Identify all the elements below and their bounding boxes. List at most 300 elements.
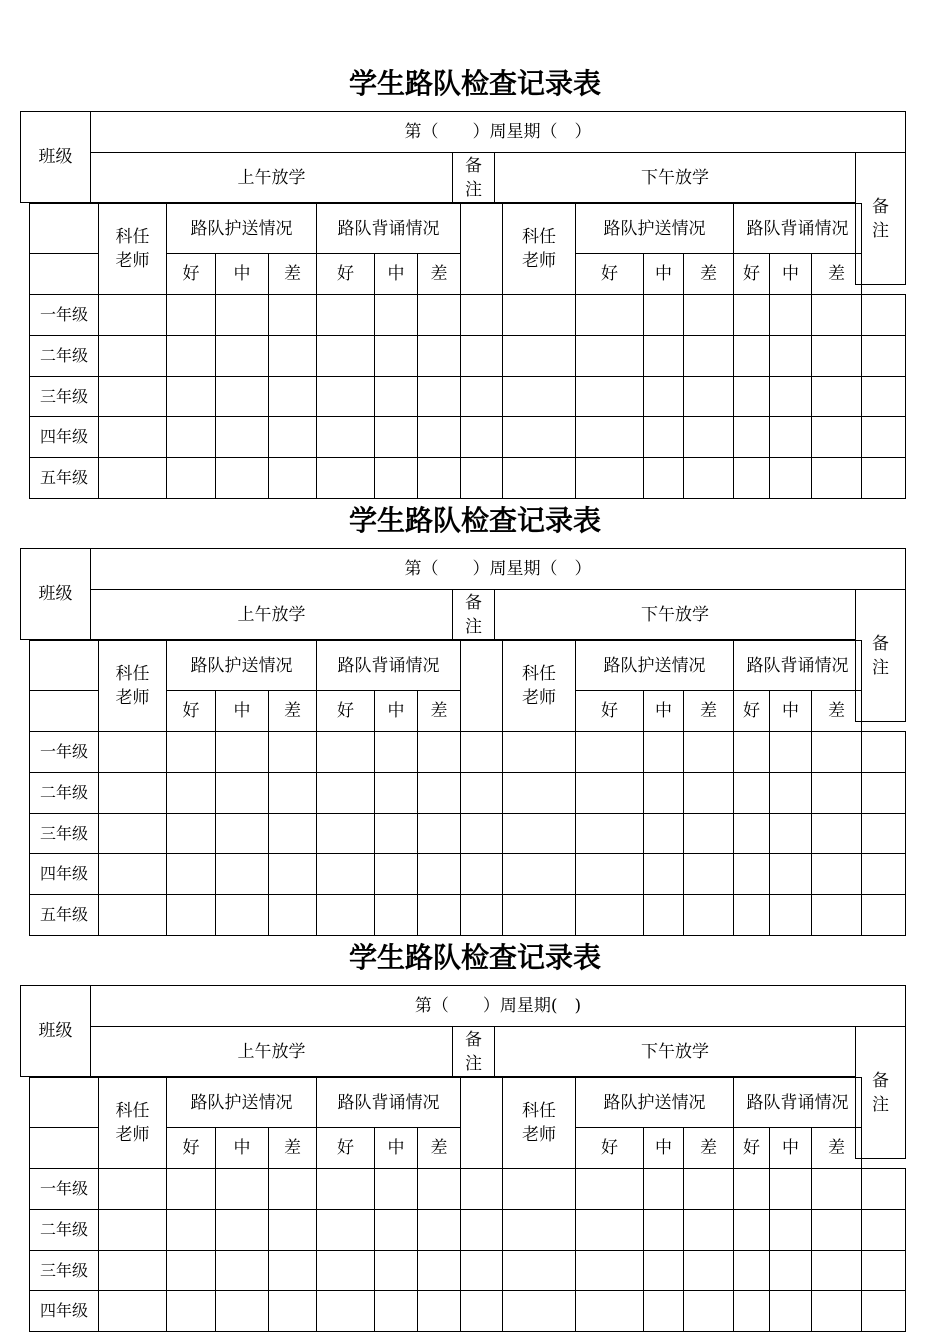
rating-header-cell: 差 [417, 1127, 461, 1169]
record-cell [683, 894, 734, 936]
grade-row-label: 三年级 [29, 813, 99, 854]
grade-row-label: 二年级 [29, 1209, 99, 1251]
record-cell [374, 1250, 418, 1291]
afternoon-remark-label: 备 注 [855, 1026, 906, 1159]
record-cell [769, 416, 812, 458]
record-cell [769, 1168, 812, 1210]
record-cell [575, 813, 644, 854]
record-cell [733, 731, 770, 773]
record-cell [769, 457, 812, 499]
week-day-label: 第（ ）周星期（ ） [90, 548, 906, 590]
record-cell [733, 1209, 770, 1251]
rating-header-cell: 中 [643, 690, 684, 732]
afternoon-recite-label: 路队背诵情况 [733, 640, 862, 691]
morning-remark-label: 备 注 [452, 589, 495, 640]
rating-header-cell: 中 [374, 1127, 418, 1169]
record-cell [417, 416, 461, 458]
record-cell [316, 376, 375, 417]
record-cell [811, 457, 862, 499]
rating-header-cell: 中 [215, 1127, 269, 1169]
record-cell [502, 772, 576, 814]
record-cell [861, 1209, 906, 1251]
blank-header-cell [29, 203, 99, 254]
morning-remark-label: 备 注 [452, 152, 495, 203]
record-cell [733, 294, 770, 336]
record-cell [683, 1168, 734, 1210]
record-cell [166, 1168, 216, 1210]
record-cell [811, 772, 862, 814]
morning-recite-label: 路队背诵情况 [316, 640, 461, 691]
record-cell [575, 772, 644, 814]
record-cell [268, 335, 317, 377]
record-cell [643, 813, 684, 854]
record-cell [502, 1209, 576, 1251]
record-cell [502, 853, 576, 895]
record-cell [98, 813, 167, 854]
class-label: 班级 [20, 111, 91, 203]
grade-row-label: 二年级 [29, 772, 99, 814]
record-cell [861, 1250, 906, 1291]
record-cell [374, 376, 418, 417]
record-cell [683, 294, 734, 336]
record-cell [643, 376, 684, 417]
record-cell [460, 772, 503, 814]
record-cell [166, 1209, 216, 1251]
record-cell [811, 1168, 862, 1210]
record-cell [166, 772, 216, 814]
afternoon-teacher-label: 科任 老师 [502, 640, 576, 732]
record-cell [769, 731, 812, 773]
rating-header-cell: 差 [683, 1127, 734, 1169]
rating-header-cell: 差 [683, 690, 734, 732]
grade-row-label: 四年级 [29, 1290, 99, 1332]
record-cell [98, 1250, 167, 1291]
afternoon-teacher-label: 科任 老师 [502, 203, 576, 295]
afternoon-escort-label: 路队护送情况 [575, 203, 734, 254]
rating-header-cell: 好 [166, 690, 216, 732]
record-cell [575, 1290, 644, 1332]
record-cell [98, 1290, 167, 1332]
record-cell [811, 376, 862, 417]
record-cell [643, 335, 684, 377]
record-cell [460, 457, 503, 499]
morning-teacher-label: 科任 老师 [98, 640, 167, 732]
record-cell [215, 853, 269, 895]
record-cell [502, 1250, 576, 1291]
record-cell [861, 1290, 906, 1332]
record-cell [811, 1290, 862, 1332]
record-cell [268, 294, 317, 336]
record-cell [215, 894, 269, 936]
afternoon-teacher-label: 科任 老师 [502, 1077, 576, 1169]
record-cell [811, 294, 862, 336]
grade-row-label: 三年级 [29, 1250, 99, 1291]
rating-header-cell: 中 [769, 690, 812, 732]
record-cell [215, 1250, 269, 1291]
morning-teacher-label: 科任 老师 [98, 1077, 167, 1169]
record-cell [733, 457, 770, 499]
blank-header-cell [29, 1077, 99, 1128]
record-cell [417, 1290, 461, 1332]
morning-dismissal-label: 上午放学 [90, 152, 453, 203]
record-cell [215, 1209, 269, 1251]
record-cell [417, 1250, 461, 1291]
grade-row-label: 一年级 [29, 731, 99, 773]
record-cell [98, 1209, 167, 1251]
record-cell [683, 731, 734, 773]
rating-header-cell: 好 [575, 253, 644, 295]
record-cell [268, 853, 317, 895]
record-cell [502, 335, 576, 377]
week-day-label: 第（ ）周星期（ ） [90, 111, 906, 153]
record-cell [215, 772, 269, 814]
record-cell [502, 1290, 576, 1332]
record-cell [733, 416, 770, 458]
record-cell [215, 335, 269, 377]
rating-header-cell: 好 [733, 253, 770, 295]
record-cell [643, 894, 684, 936]
record-cell [215, 416, 269, 458]
record-cell [575, 1250, 644, 1291]
record-cell [769, 1250, 812, 1291]
record-cell [316, 1209, 375, 1251]
rating-header-cell: 差 [683, 253, 734, 295]
record-cell [861, 335, 906, 377]
record-cell [374, 772, 418, 814]
record-cell [575, 853, 644, 895]
record-cell [575, 416, 644, 458]
record-cell [861, 813, 906, 854]
morning-dismissal-label: 上午放学 [90, 1026, 453, 1077]
record-cell [683, 772, 734, 814]
record-cell [643, 853, 684, 895]
record-cell [769, 813, 812, 854]
rating-header-cell: 好 [316, 1127, 375, 1169]
record-cell [417, 853, 461, 895]
morning-remark-cell [460, 1077, 503, 1169]
rating-header-cell: 中 [215, 690, 269, 732]
record-cell [98, 416, 167, 458]
record-cell [215, 1168, 269, 1210]
record-cell [215, 731, 269, 773]
record-cell [643, 1290, 684, 1332]
record-cell [374, 731, 418, 773]
record-cell [575, 894, 644, 936]
record-cell [460, 731, 503, 773]
grade-row-label: 五年级 [29, 457, 99, 499]
record-cell [502, 894, 576, 936]
record-cell [811, 813, 862, 854]
record-cell [733, 853, 770, 895]
record-cell [417, 335, 461, 377]
record-cell [861, 772, 906, 814]
record-cell [417, 1209, 461, 1251]
record-cell [575, 294, 644, 336]
record-cell [417, 376, 461, 417]
record-cell [316, 1290, 375, 1332]
record-cell [733, 335, 770, 377]
record-cell [502, 731, 576, 773]
morning-recite-label: 路队背诵情况 [316, 1077, 461, 1128]
record-cell [502, 813, 576, 854]
record-cell [316, 1168, 375, 1210]
blank-header-cell [29, 253, 99, 295]
record-cell [575, 1168, 644, 1210]
record-cell [215, 813, 269, 854]
rating-header-cell: 差 [417, 690, 461, 732]
record-cell [268, 376, 317, 417]
record-cell [166, 894, 216, 936]
record-cell [374, 853, 418, 895]
record-cell [811, 853, 862, 895]
record-cell [417, 813, 461, 854]
record-cell [460, 853, 503, 895]
rating-header-cell: 中 [643, 1127, 684, 1169]
record-cell [683, 853, 734, 895]
record-cell [460, 1250, 503, 1291]
afternoon-dismissal-label: 下午放学 [494, 152, 856, 203]
record-cell [98, 853, 167, 895]
record-cell [166, 731, 216, 773]
record-cell [316, 416, 375, 458]
record-cell [215, 1290, 269, 1332]
record-cell [769, 894, 812, 936]
record-cell [374, 1168, 418, 1210]
record-cell [166, 457, 216, 499]
record-cell [98, 457, 167, 499]
record-cell [268, 1168, 317, 1210]
rating-header-cell: 差 [268, 1127, 317, 1169]
record-cell [166, 1290, 216, 1332]
grade-row-label: 一年级 [29, 294, 99, 336]
record-cell [316, 853, 375, 895]
afternoon-remark-label: 备 注 [855, 152, 906, 285]
record-cell [769, 1290, 812, 1332]
rating-header-cell: 好 [733, 1127, 770, 1169]
morning-teacher-label: 科任 老师 [98, 203, 167, 295]
morning-dismissal-label: 上午放学 [90, 589, 453, 640]
record-cell [98, 731, 167, 773]
record-cell [98, 894, 167, 936]
record-cell [460, 894, 503, 936]
record-cell [98, 1168, 167, 1210]
record-cell [575, 376, 644, 417]
record-cell [502, 376, 576, 417]
record-cell [769, 294, 812, 336]
sheet-title: 学生路队检查记录表 [348, 67, 601, 100]
record-cell [683, 1250, 734, 1291]
record-cell [460, 1290, 503, 1332]
rating-header-cell: 好 [733, 690, 770, 732]
record-cell [683, 376, 734, 417]
record-cell [502, 416, 576, 458]
record-cell [733, 813, 770, 854]
grade-row-label: 三年级 [29, 376, 99, 417]
morning-remark-label: 备 注 [452, 1026, 495, 1077]
record-cell [643, 294, 684, 336]
record-cell [374, 1209, 418, 1251]
record-cell [769, 772, 812, 814]
record-cell [769, 1209, 812, 1251]
record-cell [417, 294, 461, 336]
record-cell [166, 376, 216, 417]
record-cell [268, 1250, 317, 1291]
rating-header-cell: 中 [374, 690, 418, 732]
rating-header-cell: 差 [417, 253, 461, 295]
rating-header-cell: 差 [811, 253, 862, 295]
record-cell [460, 1168, 503, 1210]
record-cell [417, 772, 461, 814]
record-cell [98, 335, 167, 377]
record-cell [460, 813, 503, 854]
afternoon-recite-label: 路队背诵情况 [733, 1077, 862, 1128]
record-cell [643, 1209, 684, 1251]
blank-header-cell [29, 690, 99, 732]
record-cell [374, 894, 418, 936]
record-cell [316, 772, 375, 814]
record-cell [733, 772, 770, 814]
class-label: 班级 [20, 985, 91, 1077]
record-cell [683, 1209, 734, 1251]
record-cell [861, 376, 906, 417]
rating-header-cell: 好 [166, 253, 216, 295]
record-cell [417, 731, 461, 773]
record-cell [811, 416, 862, 458]
rating-header-cell: 中 [643, 253, 684, 295]
record-cell [643, 731, 684, 773]
record-cell [861, 894, 906, 936]
record-cell [166, 813, 216, 854]
record-cell [460, 335, 503, 377]
record-cell [643, 457, 684, 499]
rating-header-cell: 差 [268, 253, 317, 295]
record-cell [861, 1168, 906, 1210]
record-cell [811, 1209, 862, 1251]
record-cell [683, 335, 734, 377]
record-cell [374, 335, 418, 377]
record-cell [575, 335, 644, 377]
record-cell [166, 853, 216, 895]
record-cell [733, 376, 770, 417]
record-cell [316, 813, 375, 854]
morning-remark-cell [460, 203, 503, 295]
record-cell [98, 376, 167, 417]
record-cell [374, 813, 418, 854]
record-cell [575, 1209, 644, 1251]
morning-escort-label: 路队护送情况 [166, 640, 317, 691]
rating-header-cell: 好 [316, 253, 375, 295]
record-cell [502, 457, 576, 499]
record-cell [683, 416, 734, 458]
record-cell [268, 416, 317, 458]
record-cell [460, 376, 503, 417]
sheet-title: 学生路队检查记录表 [348, 941, 601, 974]
record-cell [268, 772, 317, 814]
record-cell [417, 1168, 461, 1210]
record-cell [575, 731, 644, 773]
record-cell [166, 416, 216, 458]
class-label: 班级 [20, 548, 91, 640]
record-cell [861, 294, 906, 336]
record-cell [861, 457, 906, 499]
morning-escort-label: 路队护送情况 [166, 1077, 317, 1128]
afternoon-recite-label: 路队背诵情况 [733, 203, 862, 254]
grade-row-label: 五年级 [29, 894, 99, 936]
record-cell [733, 894, 770, 936]
record-cell [215, 457, 269, 499]
record-cell [316, 457, 375, 499]
rating-header-cell: 中 [215, 253, 269, 295]
record-cell [733, 1250, 770, 1291]
morning-remark-cell [460, 640, 503, 732]
record-cell [643, 1250, 684, 1291]
grade-row-label: 四年级 [29, 416, 99, 458]
sheet-title: 学生路队检查记录表 [348, 504, 601, 537]
record-cell [215, 376, 269, 417]
record-cell [811, 731, 862, 773]
morning-recite-label: 路队背诵情况 [316, 203, 461, 254]
record-cell [417, 894, 461, 936]
record-cell [460, 1209, 503, 1251]
record-cell [374, 294, 418, 336]
record-cell [268, 813, 317, 854]
rating-header-cell: 中 [374, 253, 418, 295]
rating-header-cell: 差 [811, 1127, 862, 1169]
record-cell [316, 335, 375, 377]
blank-header-cell [29, 640, 99, 691]
record-cell [733, 1290, 770, 1332]
rating-header-cell: 中 [769, 1127, 812, 1169]
morning-escort-label: 路队护送情况 [166, 203, 317, 254]
record-cell [268, 731, 317, 773]
record-cell [374, 1290, 418, 1332]
record-cell [861, 853, 906, 895]
grade-row-label: 四年级 [29, 853, 99, 895]
grade-row-label: 二年级 [29, 335, 99, 377]
record-cell [316, 894, 375, 936]
record-cell [166, 294, 216, 336]
record-cell [861, 416, 906, 458]
record-cell [417, 457, 461, 499]
record-cell [502, 294, 576, 336]
record-cell [166, 335, 216, 377]
rating-header-cell: 好 [575, 1127, 644, 1169]
record-cell [769, 853, 812, 895]
record-cell [769, 335, 812, 377]
record-cell [268, 894, 317, 936]
record-cell [811, 335, 862, 377]
record-cell [460, 294, 503, 336]
record-cell [643, 772, 684, 814]
blank-header-cell [29, 1127, 99, 1169]
record-cell [316, 1250, 375, 1291]
record-cell [460, 416, 503, 458]
record-cell [811, 894, 862, 936]
record-cell [769, 376, 812, 417]
record-cell [98, 294, 167, 336]
record-cell [683, 457, 734, 499]
record-cell [733, 1168, 770, 1210]
record-cell [215, 294, 269, 336]
record-cell [643, 1168, 684, 1210]
record-cell [811, 1250, 862, 1291]
record-cell [861, 731, 906, 773]
rating-header-cell: 好 [166, 1127, 216, 1169]
record-cell [98, 772, 167, 814]
record-cell [268, 1209, 317, 1251]
record-cell [683, 813, 734, 854]
record-cell [268, 457, 317, 499]
